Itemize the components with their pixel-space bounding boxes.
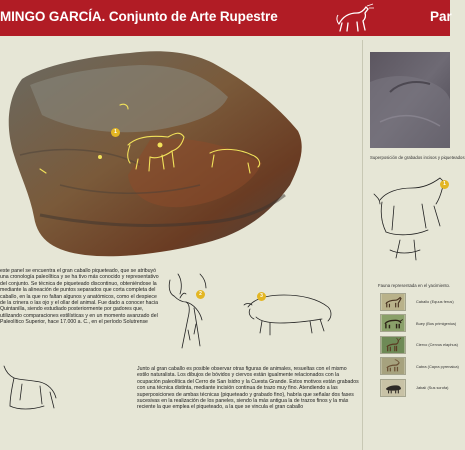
page-title: MINGO GARCÍA. Conjunto de Arte Rupestre — [0, 9, 278, 24]
horse-sketch-right — [370, 170, 450, 268]
fauna-name: Caballo (Equus ferus) — [416, 299, 454, 305]
fauna-title: Fauna representada en el yacimiento. — [378, 283, 451, 288]
marker-2: 2 — [196, 290, 205, 299]
superposition-photo — [370, 52, 450, 148]
marker-1: 1 — [111, 128, 120, 137]
fauna-name: Cabra (Capra pyrenaica) — [416, 363, 459, 369]
list-item — [380, 291, 454, 313]
horse-sketch-small — [0, 360, 60, 430]
bovid-icon — [381, 315, 405, 331]
fauna-name: Ciervo (Cervus elaphus) — [416, 342, 458, 348]
deer-icon — [381, 337, 405, 353]
horse-logo-icon — [333, 2, 375, 34]
boar-sketch — [240, 283, 338, 341]
goat-sketch — [160, 268, 218, 364]
list-item — [380, 356, 459, 378]
paragraph-other-figures: Junto al gran caballo es posible observar otras figuras de animales, resueltas con el mismo estilo naturalista. Los dibujos de bóvidos y ciervos están igualmente relacionados con la ocupación paleolítica del Cerro de San Isidro y la Cuesta Grande. Estos motivos están grabados con una técnica distinta, mediante incisión continua de trazo muy fino. Atendiendo a las superposiciones de ambas técnicas (piqueteado y grabado fino), habría que señalar dos fases sucesivas en la realización de los paneles, siendo la más antigua la de trazos finos y la más reciente la que emplea el piqueteado, a la que se vincula el gran caballo — [137, 366, 359, 411]
list-item — [380, 334, 458, 356]
header-right-label: Par — [430, 9, 452, 24]
fauna-list — [380, 291, 459, 399]
photo-caption: Superposición de grabados incisos y piqueteados — [370, 155, 465, 160]
fauna-name: Jabalí (Sus scrofa) — [416, 385, 449, 391]
marker-1-right: 1 — [440, 180, 449, 189]
fauna-name: Buey (Bos primigenius) — [416, 320, 457, 326]
list-item — [380, 313, 457, 335]
horse-icon — [381, 294, 405, 310]
marker-3: 3 — [257, 292, 266, 301]
column-divider — [362, 40, 363, 450]
goat-icon — [381, 358, 405, 374]
header-bar — [0, 0, 450, 36]
rock-panel-photo — [0, 45, 310, 267]
boar-icon — [381, 380, 405, 396]
paragraph-big-horse: este panel se encuentra el gran caballo piqueteado, que se atribuyó una cronología paleolítica y se ha tivo más conocido y representativo del conjunto. Se técnica de piqueteado discontinuo, obteniéndose la mediante la alineación de puntos separados que corta completa del caballo, en la que no faltan algunos y anatómicos, como el despiece de la crinera o las ojo y el ollar del animal. Fue dado a conocer hacia Quintanilla, siendo estudiado posteriormente por gadores que, utilizando comparaciones estilísticas y en un momento avanzado del Paleolítico Superior, hace 17.000 a. C., en el período Solutrense — [0, 268, 159, 326]
list-item — [380, 377, 450, 399]
